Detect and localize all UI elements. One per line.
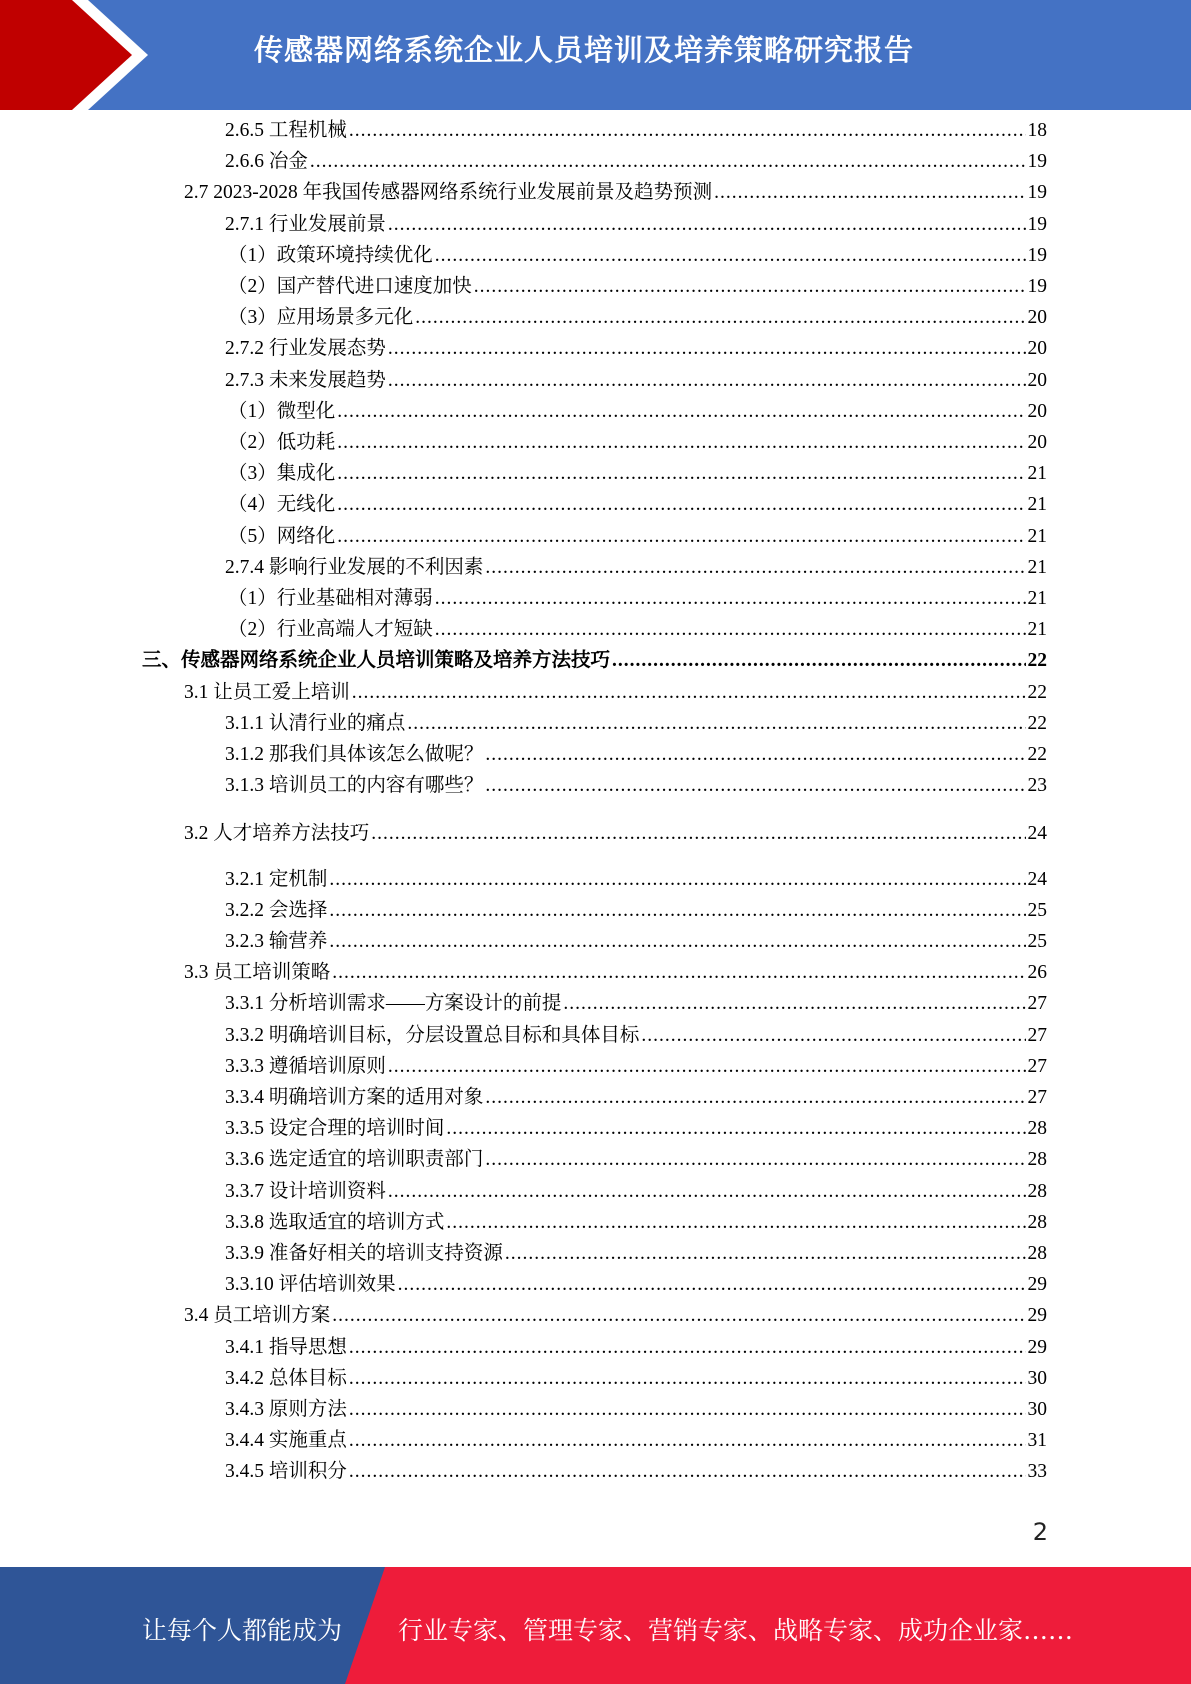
toc-entry[interactable]: [225, 865, 1047, 895]
toc-entry-page: 22: [1027, 744, 1047, 765]
toc-entry-page: 26: [1027, 962, 1047, 984]
toc-entry-page: 20: [1027, 400, 1047, 422]
toc-dot-leader: [485, 740, 1025, 770]
toc-dot-leader: [474, 272, 1026, 302]
toc-entry[interactable]: [225, 927, 1047, 957]
toc-dot-leader: [485, 1145, 1025, 1175]
toc-entry-page: 28: [1027, 1243, 1047, 1264]
toc-entry[interactable]: [184, 1301, 1047, 1331]
footer-slogan-left: 让每个人都能成为: [142, 1616, 343, 1645]
toc-entry[interactable]: [184, 178, 1047, 208]
toc-dot-leader: [641, 1021, 1025, 1051]
toc-entry-page: 22: [1027, 650, 1047, 672]
toc-entry-label: 3.4.3 原则方法: [225, 1399, 347, 1420]
toc-entry[interactable]: [225, 740, 1047, 770]
toc-entry[interactable]: [228, 272, 1047, 302]
toc-entry[interactable]: [225, 989, 1047, 1019]
toc-entry-page: 19: [1027, 182, 1047, 204]
toc-entry[interactable]: [225, 116, 1047, 146]
toc-dot-leader: [435, 241, 1026, 271]
toc-entry[interactable]: [225, 1177, 1047, 1207]
toc-dot-leader: [349, 116, 1026, 146]
toc-entry-page: 30: [1027, 1399, 1047, 1420]
toc-dot-leader: [349, 1395, 1026, 1425]
toc-entry-page: 19: [1027, 244, 1047, 266]
toc-entry-label: 2.6.5 工程机械: [225, 120, 347, 141]
toc-dot-leader: [388, 366, 1026, 396]
toc-entry[interactable]: [228, 522, 1047, 552]
toc-dot-leader: [337, 397, 1025, 427]
toc-entry-label: （2）低功耗: [228, 432, 336, 453]
toc-entry[interactable]: [225, 1239, 1047, 1269]
toc-entry[interactable]: [225, 1364, 1047, 1394]
toc-entry-page: 24: [1027, 868, 1047, 890]
toc-dot-leader: [446, 1114, 1025, 1144]
toc-entry[interactable]: [225, 147, 1047, 177]
toc-entry-page: 28: [1027, 1118, 1047, 1140]
toc-entry-page: 23: [1027, 775, 1047, 797]
toc-entry-label: （1）微型化: [228, 400, 336, 422]
toc-entry[interactable]: [228, 303, 1047, 333]
toc-entry-label: 3.3.10 评估培训效果: [225, 1274, 396, 1296]
toc-entry-page: 18: [1027, 120, 1047, 141]
toc-entry[interactable]: [225, 1333, 1047, 1363]
toc-entry[interactable]: [228, 397, 1047, 427]
toc-entry-label: 3.2 人才培养方法技巧: [184, 823, 370, 845]
toc-dot-leader: [332, 1301, 1025, 1331]
toc-dot-leader: [349, 1426, 1026, 1456]
toc-entry[interactable]: [225, 1052, 1047, 1082]
toc-entry-page: 28: [1027, 1211, 1047, 1233]
toc-dot-leader: [329, 865, 1025, 895]
toc-dot-leader: [505, 1239, 1026, 1269]
toc-entry-label: 三、传感器网络系统企业人员培训策略及培养方法技巧: [142, 650, 611, 672]
toc-dot-leader: [388, 334, 1026, 364]
toc-entry[interactable]: [142, 646, 1047, 676]
toc-entry-page: 22: [1027, 712, 1047, 734]
toc-entry-page: 28: [1027, 1180, 1047, 1202]
toc-dot-leader: [435, 584, 1026, 614]
toc-entry-label: 3.3.9 准备好相关的培训支持资源: [225, 1243, 503, 1264]
toc-dot-leader: [337, 490, 1025, 520]
toc-entry-label: 2.7.1 行业发展前景: [225, 213, 386, 235]
toc-entry[interactable]: [225, 210, 1047, 240]
toc-dot-leader: [349, 1457, 1026, 1487]
toc-entry-page: 21: [1027, 619, 1047, 641]
toc-entry[interactable]: [225, 896, 1047, 926]
toc-entry-label: （2）国产替代进口速度加快: [228, 276, 472, 297]
toc-entry-page: 29: [1027, 1336, 1047, 1358]
toc-entry[interactable]: [225, 1114, 1047, 1144]
toc-dot-leader: [398, 1270, 1026, 1300]
toc-entry-label: 3.1.2 那我们具体该怎么做呢？: [225, 744, 484, 765]
toc-entry-page: 24: [1027, 823, 1047, 845]
toc-dot-leader: [337, 459, 1025, 489]
toc-entry[interactable]: [225, 1208, 1047, 1238]
toc-entry-label: （1）行业基础相对薄弱: [228, 588, 433, 609]
toc-entry-label: （3）应用场景多元化: [228, 307, 414, 329]
toc-entry-label: （4）无线化: [228, 494, 336, 516]
toc-entry[interactable]: [225, 366, 1047, 396]
toc-entry-page: 19: [1027, 151, 1047, 173]
toc-entry-label: 3.4.2 总体目标: [225, 1367, 347, 1389]
toc-dot-leader: [407, 709, 1025, 739]
toc-entry-label: 3.3.1 分析培训需求——方案设计的前提: [225, 993, 562, 1015]
toc-entry[interactable]: [184, 819, 1047, 849]
toc-dot-leader: [310, 147, 1026, 177]
toc-entry-label: 2.7.3 未来发展趋势: [225, 369, 386, 391]
toc-entry-page: 21: [1027, 525, 1047, 547]
toc-entry-label: 3.1 让员工爱上培训: [184, 681, 350, 703]
toc-entry-page: 25: [1027, 931, 1047, 952]
toc-entry-label: 3.1.3 培训员工的内容有哪些？: [225, 775, 484, 797]
report-title: 传感器网络系统企业人员培训及培养策略研究报告: [254, 33, 915, 67]
toc-entry-label: （5）网络化: [228, 525, 336, 547]
toc-entry[interactable]: [225, 1395, 1047, 1425]
toc-dot-leader: [329, 927, 1025, 957]
toc-entry-label: （2）行业高端人才短缺: [228, 619, 433, 641]
toc-entry[interactable]: [228, 459, 1047, 489]
toc-dot-leader: [485, 1083, 1025, 1113]
toc-entry[interactable]: [225, 1270, 1047, 1300]
toc-dot-leader: [485, 771, 1025, 801]
toc-entry-label: 3.3.6 选定适宜的培训职责部门: [225, 1149, 484, 1171]
toc-entry-page: 20: [1027, 369, 1047, 391]
toc-entry-label: 2.7.2 行业发展态势: [225, 338, 386, 360]
toc-entry-page: 30: [1027, 1367, 1047, 1389]
toc-dot-leader: [388, 1177, 1026, 1207]
toc-entry-page: 19: [1027, 213, 1047, 235]
toc-entry[interactable]: [184, 678, 1047, 708]
toc-entry-label: （1）政策环境持续优化: [228, 244, 433, 266]
toc-entry[interactable]: [225, 334, 1047, 364]
page-footer: [0, 1567, 1191, 1684]
toc-entry[interactable]: [225, 553, 1047, 583]
toc-entry-page: 27: [1027, 1055, 1047, 1077]
toc-entry-page: 20: [1027, 307, 1047, 329]
toc-dot-leader: [435, 615, 1026, 645]
toc-entry[interactable]: [228, 584, 1047, 614]
toc-entry-label: 3.4.5 培训积分: [225, 1461, 347, 1483]
footer-slogan-right: 行业专家、管理专家、营销专家、战略专家、成功企业家……: [398, 1616, 1074, 1645]
toc-entry[interactable]: [184, 958, 1047, 988]
toc-entry-page: 21: [1027, 494, 1047, 516]
toc-entry-page: 19: [1027, 276, 1047, 297]
toc-dot-leader: [352, 678, 1026, 708]
toc-entry[interactable]: [225, 771, 1047, 801]
toc-entry-page: 21: [1027, 588, 1047, 609]
toc-dot-leader: [329, 896, 1025, 926]
page-header: [0, 0, 1191, 110]
toc-dot-leader: [446, 1208, 1025, 1238]
toc-entry[interactable]: [228, 241, 1047, 271]
toc-entry-page: 33: [1027, 1461, 1047, 1483]
toc-entry-page: 29: [1027, 1274, 1047, 1296]
toc-entry-label: 3.2.3 输营养: [225, 931, 328, 952]
toc-entry[interactable]: [225, 1083, 1047, 1113]
toc-entry-label: 3.3.4 明确培训方案的适用对象: [225, 1087, 484, 1108]
page-number: 2: [1032, 1518, 1048, 1546]
toc-dot-leader: [563, 989, 1025, 1019]
toc-dot-leader: [415, 303, 1025, 333]
toc-entry-label: 3.2.1 定机制: [225, 868, 328, 890]
toc-dot-leader: [388, 210, 1026, 240]
toc-entry-page: 22: [1027, 681, 1047, 703]
toc-dot-leader: [485, 553, 1025, 583]
toc-entry-page: 25: [1027, 899, 1047, 921]
toc-entry[interactable]: [225, 1145, 1047, 1175]
toc-dot-leader: [371, 819, 1025, 849]
toc-dot-leader: [332, 958, 1025, 988]
toc-entry-label: 3.3.2 明确培训目标，分层设置总目标和具体目标: [225, 1024, 640, 1046]
toc-dot-leader: [337, 522, 1025, 552]
toc-entry[interactable]: [228, 615, 1047, 645]
toc-entry-label: 3.3 员工培训策略: [184, 962, 331, 984]
toc-entry-label: 3.4.4 实施重点: [225, 1430, 347, 1452]
toc-entry-label: 3.1.1 认清行业的痛点: [225, 712, 406, 734]
toc-entry-label: 2.7.4 影响行业发展的不利因素: [225, 556, 484, 578]
toc-entry-page: 31: [1027, 1430, 1047, 1452]
toc-entry-label: 3.4 员工培训方案: [184, 1305, 331, 1327]
toc-entry-page: 29: [1027, 1305, 1047, 1327]
toc-entry[interactable]: [225, 1426, 1047, 1456]
toc-entry-page: 21: [1027, 463, 1047, 485]
toc-entry[interactable]: [225, 1021, 1047, 1051]
toc-entry-page: 20: [1027, 432, 1047, 453]
toc-entry[interactable]: [228, 490, 1047, 520]
toc-dot-leader: [337, 428, 1025, 458]
toc-entry-label: 2.6.6 冶金: [225, 151, 308, 173]
toc-entry-label: （3）集成化: [228, 463, 336, 485]
toc-entry-page: 28: [1027, 1149, 1047, 1171]
toc-entry-label: 3.4.1 指导思想: [225, 1336, 347, 1358]
toc-entry-page: 27: [1027, 1024, 1047, 1046]
toc-entry-label: 3.2.2 会选择: [225, 899, 328, 921]
toc-entry[interactable]: [225, 709, 1047, 739]
toc-entry-page: 21: [1027, 556, 1047, 578]
toc-entry-label: 3.3.3 遵循培训原则: [225, 1055, 386, 1077]
toc-dot-leader: [714, 178, 1025, 208]
toc-entry-label: 3.3.5 设定合理的培训时间: [225, 1118, 445, 1140]
toc-entry-label: 2.7 2023-2028 年我国传感器网络系统行业发展前景及趋势预测: [184, 182, 713, 204]
toc-dot-leader: [349, 1364, 1026, 1394]
toc-entry-label: 3.3.7 设计培训资料: [225, 1180, 386, 1202]
toc-entry-page: 20: [1027, 338, 1047, 360]
toc-entry-label: 3.3.8 选取适宜的培训方式: [225, 1211, 445, 1233]
toc-entry-page: 27: [1027, 1087, 1047, 1108]
toc-dot-leader: [612, 646, 1025, 676]
toc-entry-page: 27: [1027, 993, 1047, 1015]
toc-entry[interactable]: [225, 1457, 1047, 1487]
toc-dot-leader: [349, 1333, 1026, 1363]
toc-entry[interactable]: [228, 428, 1047, 458]
toc-dot-leader: [388, 1052, 1026, 1082]
